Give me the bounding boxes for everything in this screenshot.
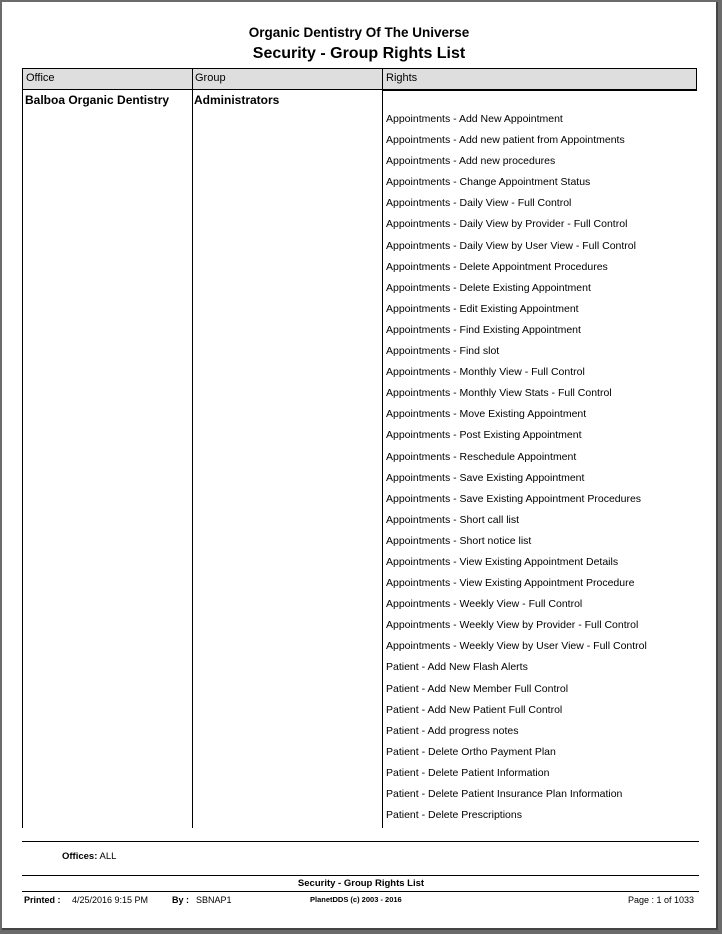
rights-item: Appointments - Post Existing Appointment bbox=[386, 429, 582, 442]
rights-item: Appointments - Reschedule Appointment bbox=[386, 450, 577, 463]
rights-item: Appointments - Short notice list bbox=[386, 534, 532, 547]
report-title: Security - Group Rights List bbox=[252, 45, 466, 62]
rights-item: Appointments - Short call list bbox=[386, 513, 520, 526]
printed-label: Printed : bbox=[24, 895, 61, 905]
rights-item: Patient - Delete Ortho Payment Plan bbox=[386, 745, 556, 758]
rights-item: Patient - Delete Prescriptions bbox=[386, 809, 522, 822]
rights-item: Appointments - Edit Existing Appointment bbox=[386, 302, 579, 315]
rights-item: Appointments - Save Existing Appointment Procedures bbox=[386, 492, 642, 505]
rights-item: Appointments - Delete Appointment Procedures bbox=[386, 260, 608, 273]
rights-item: Appointments - Weekly View - Full Control bbox=[386, 598, 583, 611]
offices-summary bbox=[62, 851, 116, 862]
rights-table bbox=[22, 68, 697, 828]
organization-name: Organic Dentistry Of The Universe bbox=[248, 25, 470, 40]
rights-item: Appointments - Find Existing Appointment bbox=[386, 323, 581, 336]
rights-item: Patient - Add New Flash Alerts bbox=[386, 661, 528, 674]
rights-item: Appointments - Move Existing Appointment bbox=[386, 408, 587, 421]
rights-item: Patient - Add New Patient Full Control bbox=[386, 703, 563, 716]
rights-item: Appointments - Add new procedures bbox=[386, 155, 556, 168]
by-value: SBNAP1 bbox=[196, 895, 232, 905]
rights-item: Appointments - Find slot bbox=[386, 345, 500, 358]
column-divider-rights bbox=[382, 68, 383, 828]
rights-item: Appointments - Change Appointment Status bbox=[386, 176, 591, 189]
footer-divider-bottom bbox=[22, 891, 699, 892]
rights-item: Appointments - Daily View by User View - Full Control bbox=[386, 239, 636, 252]
rights-item: Patient - Add progress notes bbox=[386, 724, 519, 737]
rights-item: Patient - Add New Member Full Control bbox=[386, 682, 569, 695]
rights-item: Appointments - Monthly View Stats - Full Control bbox=[386, 387, 612, 400]
rights-item: Appointments - Weekly View by Provider - Full Control bbox=[386, 619, 639, 632]
office-name: Balboa Organic Dentistry bbox=[25, 93, 170, 107]
rights-item: Appointments - View Existing Appointment Procedure bbox=[386, 577, 635, 590]
header-group: Group bbox=[195, 72, 226, 84]
footer-title: Security - Group Rights List bbox=[297, 878, 425, 889]
table-border-right bbox=[696, 68, 697, 91]
rights-item: Appointments - Save Existing Appointment bbox=[386, 471, 585, 484]
header-rights: Rights bbox=[386, 72, 418, 84]
offices-value: ALL bbox=[99, 851, 117, 862]
rights-item: Appointments - Daily View - Full Control bbox=[386, 197, 572, 210]
rights-item: Patient - Delete Patient Information bbox=[386, 766, 550, 779]
rights-item: Appointments - View Existing Appointment Details bbox=[386, 555, 619, 568]
table-border-left bbox=[22, 68, 23, 828]
rights-list bbox=[386, 109, 647, 826]
offices-label: Offices: bbox=[62, 851, 98, 862]
header-office: Office bbox=[26, 72, 55, 84]
column-divider-group bbox=[192, 68, 193, 828]
rights-item: Patient - Delete Patient Insurance Plan Information bbox=[386, 788, 623, 800]
rights-item: Appointments - Monthly View - Full Control bbox=[386, 366, 585, 379]
table-header bbox=[22, 68, 697, 90]
rights-item: Appointments - Weekly View by User View - Full Control bbox=[386, 640, 647, 653]
group-name: Administrators bbox=[194, 93, 280, 107]
by-label: By : bbox=[172, 895, 190, 905]
rights-item: Appointments - Add New Appointment bbox=[386, 113, 563, 125]
rights-item: Appointments - Delete Existing Appointment bbox=[386, 281, 591, 294]
summary-divider bbox=[22, 841, 699, 842]
rights-header-underline bbox=[382, 90, 697, 91]
footer-divider-top bbox=[22, 875, 699, 876]
rights-item: Appointments - Daily View by Provider - Full Control bbox=[386, 218, 628, 231]
rights-item: Appointments - Add new patient from Appointments bbox=[386, 134, 625, 147]
page-number: Page : 1 of 1033 bbox=[627, 895, 694, 905]
printed-value: 4/25/2016 9:15 PM bbox=[72, 895, 149, 905]
copyright: PlanetDDS (c) 2003 - 2016 bbox=[310, 895, 402, 904]
